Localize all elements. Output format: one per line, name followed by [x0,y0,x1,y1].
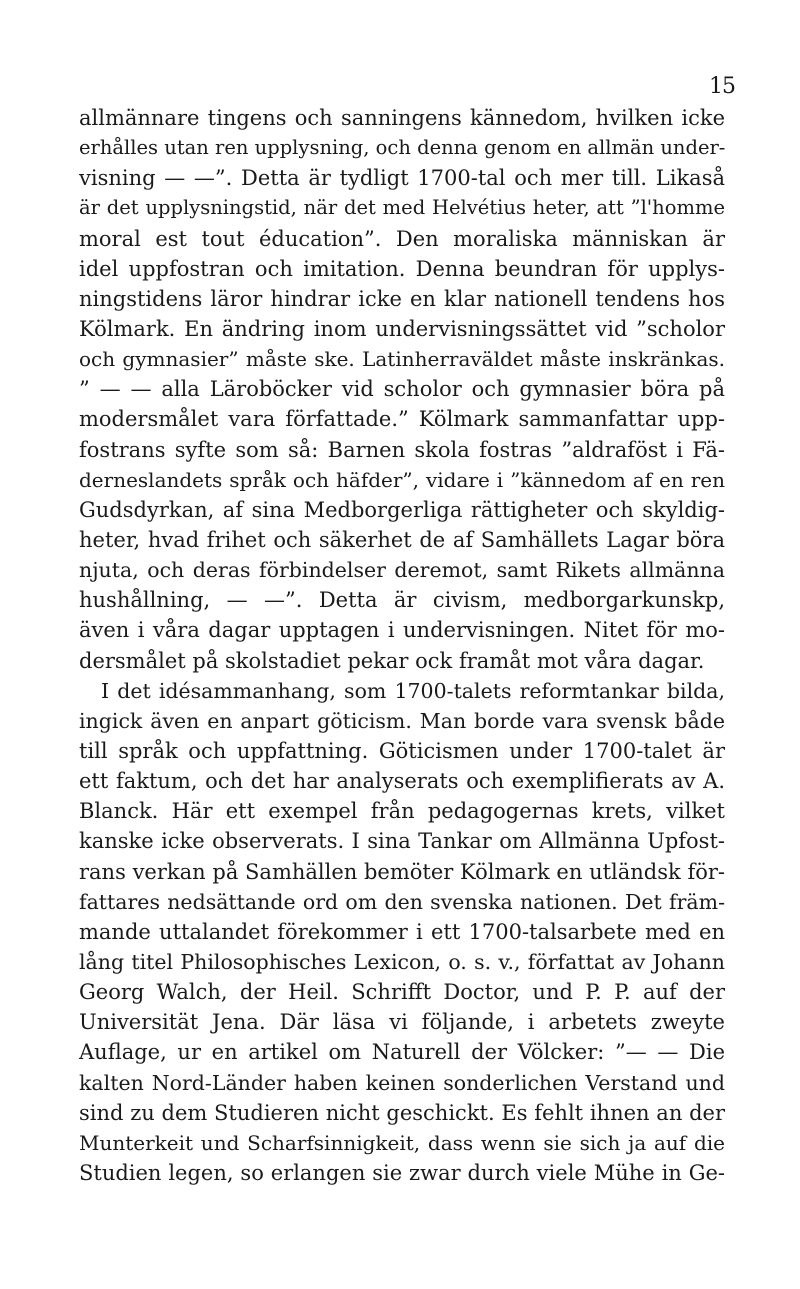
text-line: Blanck. Här ett exempel från pedagogernas krets, vilket [79,799,725,824]
text-line: kalten Nord-Länder haben keinen sonderlichen Verstand und [79,1070,725,1095]
text-line: Studien legen, so erlangen sie zwar durch viele Mühe in Ge- [79,1160,725,1185]
text-line: Gudsdyrkan, af sina Medborgerliga rättigheter och skyldig- [79,497,725,522]
text-line: mande uttalandet förekommer i ett 1700-talsarbete med en [79,919,725,944]
text-line: även i våra dagar upptagen i undervisningen. Nitet för mo- [79,618,725,643]
text-line: ingick även en anpart göticism. Man borde vara svensk både [79,708,725,733]
text-line: I det idésammanhang, som 1700-talets reformtankar bilda, [101,678,725,703]
text-line: njuta, och deras förbindelser deremot, samt Rikets allmänna [79,558,725,583]
text-line: rans verkan på Samhällen bemöter Kölmark en utländsk för- [79,859,725,884]
text-line: derneslandets språk och häfder”, vidare i ”kännedom af en ren [79,467,725,492]
text-line: till språk och uppfattning. Göticismen under 1700-talet är [79,738,725,763]
text-line: fattares nedsättande ord om den svenska nationen. Det främ- [79,889,725,914]
text-line: hushållning, — —”. Detta är civism, medborgarkunskp, [79,588,725,613]
text-line: modersmålet vara författade.” Kölmark sammanfattar upp- [79,407,725,432]
text-line: sind zu dem Studieren nicht geschickt. Es fehlt ihnen an der [79,1100,725,1125]
text-line: ningstidens läror hindrar icke en klar nationell tendens hos [79,286,725,311]
text-line: och gymnasier” måste ske. Latinherraväldet måste inskränkas. [79,347,725,372]
text-line: kanske icke observerats. I sina Tankar om Allmänna Upfost- [79,829,725,854]
text-line: Munterkeit und Scharfsinnigkeit, dass wenn sie sich ja auf die [79,1130,725,1155]
text-line: Auflage, ur en artikel om Naturell der Völcker: ”— — Die [79,1040,725,1065]
text-line: ett faktum, och det har analyserats och exemplifierats av A. [79,769,725,794]
text-line: allmännare tingens och sanningens kännedom, hvilken icke [79,106,725,130]
text-line: ” — — alla Läroböcker vid scholor och gymnasier böra på [79,377,725,402]
text-line: moral est tout éducation”. Den moraliska människan är [79,226,725,251]
text-line: dersmålet på skolstadiet pekar ock framåt mot våra dagar. [79,648,705,673]
text-line: Georg Walch, der Heil. Schrifft Doctor, und P. P. auf der [79,980,725,1005]
text-line: är det upplysningstid, när det med Helvétius heter, att ”l'homme [79,196,725,220]
text-line: erhålles utan ren upplysning, och denna genom en allmän under- [79,136,726,160]
text-line: fostrans syfte som så: Barnen skola fostras ”aldraföst i Fä- [79,437,725,462]
text-line: Universität Jena. Där läsa vi följande, i arbetets zweyte [79,1010,725,1035]
text-line: visning — —”. Detta är tydligt 1700-tal och mer till. Likaså [79,166,725,191]
text-line: lång titel Philosophisches Lexicon, o. s. v., författat av Johann [79,949,725,974]
text-line: heter, hvad frihet och säkerhet de af Samhällets Lagar böra [79,527,725,552]
text-line: idel uppfostran och imitation. Denna beundran för upplys- [79,256,725,281]
page-number: 15 [709,74,735,99]
text-line: Kölmark. En ändring inom undervisningssättet vid ”scholor [79,316,725,341]
body-text [79,103,725,1188]
